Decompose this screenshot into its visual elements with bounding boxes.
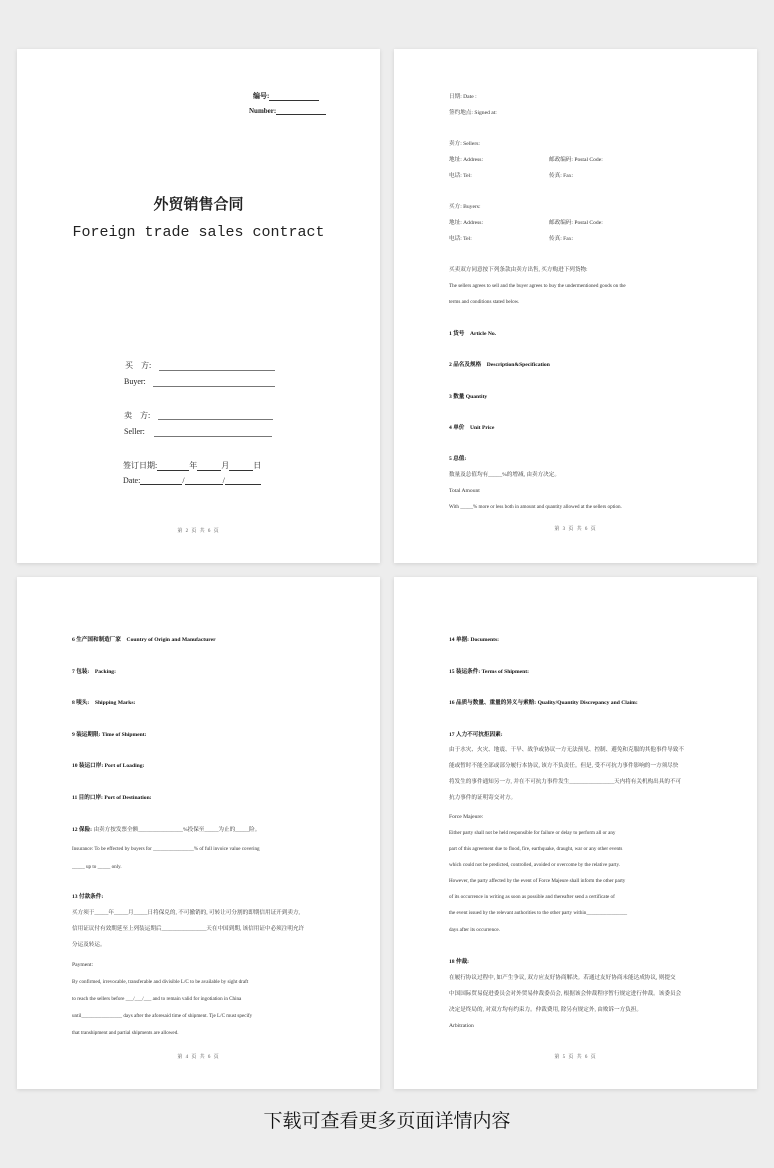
origin-heading: 6 生产国和制造厂家 Country of Origin and Manufacturer [72, 637, 216, 643]
contract-cover-page [17, 49, 380, 563]
shipping-marks-heading: 8 唛头: Shipping Marks: [72, 700, 136, 706]
force-en-2: part of this agreement due to flood, fire, earthquake, draught, war or any other events [449, 846, 623, 852]
terms-of-shipment-heading: 15 装运条件: Terms of Shipment: [449, 669, 529, 675]
payment-cn-1: 买方须于_____年_____月_____日将保兑的, 不可撤销的, 可转让可分割的即期信用证开到卖方, [72, 910, 300, 916]
arbitration-cn-3: 决定是终局的, 对双方均有约束力。仲裁费用, 除另有规定外, 由败诉一方负担。 [449, 1007, 642, 1013]
day-blank [229, 462, 253, 471]
documents-heading: 14 单据: Documents: [449, 637, 500, 643]
payment-en-1: By confirmed, irrevocable, transferable and divisible L/C to be available by sight draft [72, 979, 249, 985]
port-of-loading-heading: 10 装运口岸: Port of Loading: [72, 763, 145, 769]
seller-tel: 电话: Tel: [449, 173, 472, 179]
month-label: 月 [221, 461, 230, 470]
date-separator: / [182, 476, 185, 485]
force-cn-1: 由于水灾、火灾、地震、干旱、战争或协议一方无法预见、控制、避免和克服的其他事件导致不 [449, 747, 684, 753]
buyer-cn-blank [159, 370, 275, 371]
contract-page-3 [394, 49, 757, 563]
force-en-5: of its occurrence in writing as soon as possible and thereafter send a certificate of [449, 894, 615, 900]
date-en [123, 476, 261, 485]
insurance-heading: 12 保险: [72, 827, 93, 833]
date-blank-1 [140, 476, 185, 485]
payment-en-2: to reach the sellers before ___/___/___ and to remain valid for ingotiation in China [72, 996, 242, 1002]
payment-en-label: Payment: [72, 962, 94, 968]
page-footer: 第 4 页 共 6 页 [177, 1055, 220, 1060]
total-cn: 数量及总值均有_____%的增减, 由卖方决定。 [449, 472, 560, 478]
force-en-3: which could not be predicted, controlled, avoided or overcome by the relative party. [449, 862, 620, 868]
seller-address: 地址: Address: [449, 157, 484, 163]
port-of-destination-heading: 11 目的口岸: Port of Destination: [72, 795, 152, 801]
page-footer: 第 2 页 共 6 页 [177, 529, 220, 534]
force-cn-3: 将发生的事件通知另一方, 并在不可抗力事件发生________________天内将有关机构出具的不可 [449, 779, 682, 785]
seller-en-blank [154, 436, 272, 437]
arbitration-cn-1: 在履行协议过程中, 如产生争议, 双方应友好协商解决。若通过友好协商未能达成协议, 则提交 [449, 975, 676, 981]
unit-price-heading: 4 单价 Unit Price [449, 425, 495, 431]
number-field [249, 106, 326, 115]
contract-page-4 [17, 577, 380, 1089]
sign-date-label: 签订日期: [123, 461, 158, 470]
payment-en-4: that transhipment and partial shipments are allowed. [72, 1030, 179, 1036]
time-of-shipment-heading: 9 装运期限: Time of Shipment: [72, 732, 147, 738]
description-heading: 2 品名及规格 Description&Specification [449, 362, 550, 368]
force-en-1: Either party shall not be held responsible for failure or delay to perform all or any [449, 830, 616, 836]
insurance-en-2: _____ up to _____ only. [72, 864, 122, 870]
sellers-line: 卖方: Sellers: [449, 141, 480, 147]
date-line: 日期: Date : [449, 94, 477, 100]
total-value-heading: 5 总值: [449, 456, 467, 462]
signed-at-line: 签约地点: Signed at: [449, 110, 497, 116]
insurance-cn-line [72, 826, 260, 834]
page-footer: 第 3 页 共 6 页 [554, 527, 597, 532]
quantity-heading: 3 数量 Quantity [449, 394, 488, 400]
total-amount-label: Total Amount [449, 488, 480, 494]
insurance-en-1: Insurance: To be effected by buyers for ________________% of full invoice value covering [72, 846, 260, 852]
seller-fax: 传真: Fax: [549, 173, 574, 179]
insurance-cn: 由卖方按发票全额________________%投保至_____为止的_____险。 [93, 827, 261, 833]
discrepancy-heading: 16 品质与数量、重量的异义与索赔: Quality/Quantity Discrepancy and Claim: [449, 700, 638, 706]
total-en: With _____% more or less both in amount and quantity allowed at the sellers option. [449, 504, 622, 510]
year-blank [157, 462, 189, 471]
force-en-6: the event issued by the relevant authorities to the other party within________________ [449, 910, 628, 916]
contract-page-5 [394, 577, 757, 1089]
sign-date-cn [123, 460, 261, 471]
arbitration-cn-2: 中国国际贸易促进委员会对外贸易仲裁委员会, 根据该会仲裁程序暂行规定进行仲裁。该委员会 [449, 991, 682, 997]
buyer-tel: 电话: Tel: [449, 236, 472, 242]
page-footer: 第 5 页 共 6 页 [554, 1055, 597, 1060]
seller-en-label: Seller: [124, 427, 145, 436]
buyer-postal-code: 邮政编码: Postal Code: [549, 220, 603, 226]
number-blank [276, 106, 326, 115]
payment-en-3: until________________ days after the aforesaid time of shipment. Tje L/C must specify [72, 1013, 253, 1019]
arbitration-en-label: Arbitration [449, 1023, 474, 1029]
buyer-en-blank [153, 386, 275, 387]
day-label: 日 [253, 461, 262, 470]
buyer-fax: 传真: Fax: [549, 236, 574, 242]
seller-postal-code: 邮政编码: Postal Code: [549, 157, 603, 163]
date-blank-3 [222, 476, 261, 485]
payment-heading: 13 付款条件: [72, 894, 104, 900]
intro-en-1: The sellers agrees to sell and the buyer agrees to buy the undermentioned goods on the [449, 283, 626, 289]
code-blank [269, 92, 319, 101]
month-blank [197, 462, 221, 471]
article-no-heading: 1 货号 Article No. [449, 331, 497, 337]
intro-cn: 买卖双方同意按下列条款由卖方出售, 买方购进下列货物: [449, 267, 588, 273]
packing-heading: 7 包装: Packing: [72, 669, 116, 675]
force-cn-2: 能或暂时不能全部或部分履行本协议, 该方不负责任。但是, 受不可抗力事件影响的一方须尽快 [449, 763, 679, 769]
buyer-address: 地址: Address: [449, 220, 484, 226]
title-chinese: 外贸销售合同 [153, 195, 244, 213]
arbitration-heading: 18 仲裁: [449, 959, 470, 965]
seller-cn-label: 卖 方: [124, 411, 151, 420]
payment-cn-3: 分运及转运。 [72, 942, 106, 948]
year-label: 年 [189, 461, 198, 470]
date-label: Date: [123, 476, 141, 485]
force-en-4: However, the party affected by the event of Force Majeure shall inform the other party [449, 878, 626, 884]
intro-en-2: terms and conditions stated below. [449, 299, 520, 305]
force-en-7: days after its occurrence. [449, 927, 500, 933]
buyer-en-label: Buyer: [124, 377, 146, 386]
number-label: Number: [249, 107, 277, 115]
code-field [253, 91, 319, 101]
seller-cn-blank [158, 419, 273, 420]
download-caption: 下载可查看更多页面详情内容 [263, 1110, 511, 1132]
payment-cn-2: 信用证议付有效期延至上列装运期后________________天在中国到期, 该信用证中必须注明允许 [72, 926, 305, 932]
force-majeure-heading: 17 人力不可抗拒因素: [449, 732, 503, 738]
code-label: 编号: [253, 92, 270, 100]
force-cn-4: 抗力事件的证明寄交对方。 [449, 795, 517, 801]
force-en-label: Force Majeure: [449, 814, 484, 820]
date-separator: / [222, 476, 225, 485]
title-english: Foreign trade sales contract [72, 224, 325, 241]
date-blank-2 [185, 476, 223, 485]
buyer-cn-label: 买 方: [125, 361, 152, 370]
buyers-line: 买方: Buyers: [449, 204, 481, 210]
